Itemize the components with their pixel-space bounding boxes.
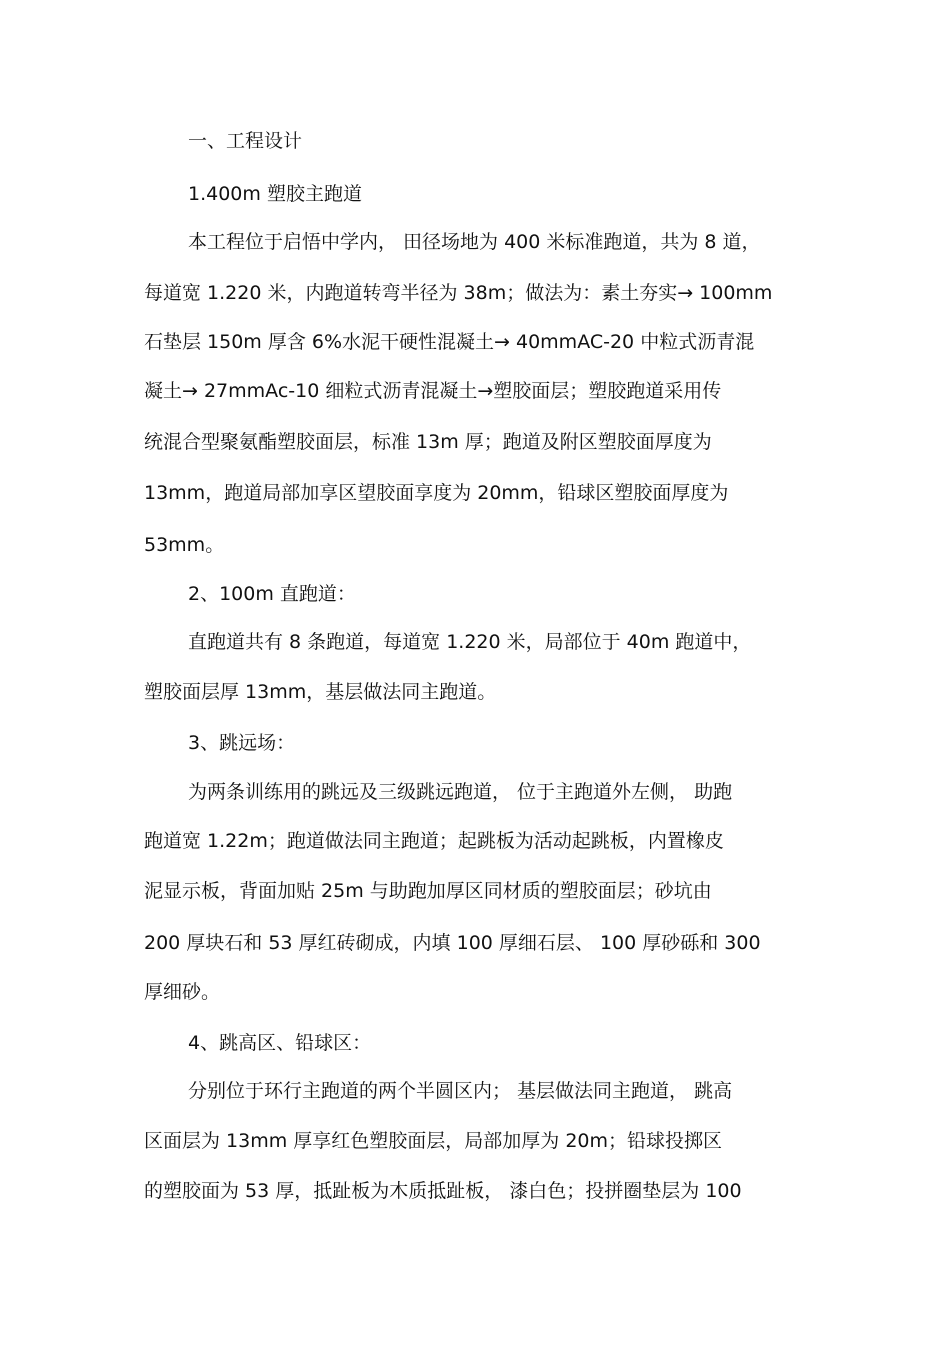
paragraph-line: 跑道宽 1.22m；跑道做法同主跑道；起跳板为活动起跳板，内置橡皮 bbox=[144, 830, 724, 852]
paragraph-line: 塑胶面层厚 13mm，基层做法同主跑道。 bbox=[144, 681, 497, 703]
paragraph-line: 的塑胶面为 53 厚，抵趾板为木质抵趾板， 漆白色；投拼圈垫层为 100 bbox=[144, 1180, 742, 1202]
paragraph-line: 厚细砂。 bbox=[144, 981, 221, 1003]
subsection-heading: 1.400m 塑胶主跑道 bbox=[188, 183, 362, 205]
subsection-heading: 4、跳高区、铅球区： bbox=[188, 1032, 372, 1054]
subsection-heading: 2、100m 直跑道： bbox=[188, 583, 356, 605]
paragraph-line: 分别位于环行主跑道的两个半圆区内； 基层做法同主跑道， 跳高 bbox=[188, 1080, 733, 1102]
section-heading: 一、工程设计 bbox=[188, 130, 303, 152]
paragraph-line: 泥显示板，背面加贴 25m 与助跑加厚区同材质的塑胶面层；砂坑由 bbox=[144, 880, 712, 902]
paragraph-line: 凝土→ 27mmAc-10 细粒式沥青混凝土→塑胶面层；塑胶跑道采用传 bbox=[144, 380, 722, 402]
paragraph-line: 石垫层 150m 厚含 6%水泥干硬性混凝土→ 40mmAC-20 中粒式沥青混 bbox=[144, 331, 755, 353]
paragraph-line: 每道宽 1.220 米，内跑道转弯半径为 38m；做法为：素土夯实→ 100mm bbox=[144, 282, 773, 304]
subsection-heading: 3、跳远场： bbox=[188, 732, 296, 754]
paragraph-line: 为两条训练用的跳远及三级跳远跑道， 位于主跑道外左侧， 助跑 bbox=[188, 781, 733, 803]
paragraph-line: 统混合型聚氨酯塑胶面层，标准 13m 厚；跑道及附区塑胶面厚度为 bbox=[144, 431, 712, 453]
paragraph-line: 本工程位于启悟中学内， 田径场地为 400 米标准跑道，共为 8 道， bbox=[188, 231, 761, 253]
paragraph-line: 53mm。 bbox=[144, 534, 225, 556]
paragraph-line: 区面层为 13mm 厚享红色塑胶面层，局部加厚为 20m；铅球投掷区 bbox=[144, 1130, 722, 1152]
paragraph-line: 200 厚块石和 53 厚红砖砌成，内填 100 厚细石层、 100 厚砂砾和 300 bbox=[144, 932, 761, 954]
paragraph-line: 13mm，跑道局部加享区望胶面享度为 20mm，铅球区塑胶面厚度为 bbox=[144, 482, 729, 504]
paragraph-line: 直跑道共有 8 条跑道，每道宽 1.220 米，局部位于 40m 跑道中， bbox=[188, 631, 752, 653]
